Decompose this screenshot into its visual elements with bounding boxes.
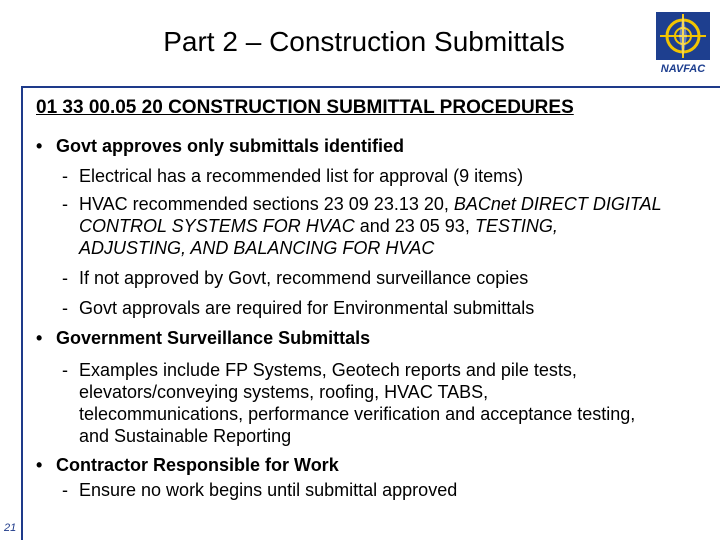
sub-item xyxy=(62,359,642,447)
page-number: 21 xyxy=(4,522,17,534)
bullet-item xyxy=(36,455,339,476)
dash-glyph: - xyxy=(62,360,68,380)
dash-glyph: - xyxy=(62,298,68,318)
bullet-text: Govt approves only submittals identified xyxy=(56,136,405,156)
section-heading: 01 33 00.05 20 CONSTRUCTION SUBMITTAL PROCEDURES xyxy=(36,97,574,118)
bullet-item xyxy=(36,136,405,157)
sub-item xyxy=(62,165,662,187)
sub-item-text: Examples include FP Systems, Geotech reports and pile tests, elevators/conveying systems, roofing, HVAC TABS, telecommunications, performance verification and acceptance testing, and Sustainable Reporting xyxy=(79,360,636,446)
bullet-text: Government Surveillance Submittals xyxy=(56,328,371,348)
sub-item-text: HVAC recommended sections 23 09 23.13 20, BACnet DIRECT DIGITAL CONTROL SYSTEMS FOR HVAC and 23 05 93, TESTING, ADJUSTING, AND BALANCING FOR HVAC xyxy=(79,194,662,258)
bullet-glyph: • xyxy=(36,328,43,348)
sub-item xyxy=(62,193,662,259)
bullet-glyph: • xyxy=(36,455,43,475)
navfac-logo xyxy=(654,10,712,76)
sub-item xyxy=(62,479,662,501)
dash-glyph: - xyxy=(62,166,68,186)
dash-glyph: - xyxy=(62,268,68,288)
dash-glyph: - xyxy=(62,480,68,500)
sub-item-text: Govt approvals are required for Environmental submittals xyxy=(79,298,535,318)
bullet-glyph: • xyxy=(36,136,43,156)
sub-item-text: If not approved by Govt, recommend surveillance copies xyxy=(79,268,529,288)
sub-item xyxy=(62,267,662,289)
left-divider xyxy=(21,86,23,540)
bullet-text: Contractor Responsible for Work xyxy=(56,455,339,475)
sub-item-text: Ensure no work begins until submittal approved xyxy=(79,480,458,500)
sub-item xyxy=(62,297,662,319)
sub-item-text: Electrical has a recommended list for approval (9 items) xyxy=(79,166,524,186)
dash-glyph: - xyxy=(62,194,68,214)
header-divider xyxy=(21,86,720,88)
logo-text: NAVFAC xyxy=(660,63,706,75)
slide-title: Part 2 – Construction Submittals xyxy=(163,26,565,57)
bullet-item xyxy=(36,328,371,349)
